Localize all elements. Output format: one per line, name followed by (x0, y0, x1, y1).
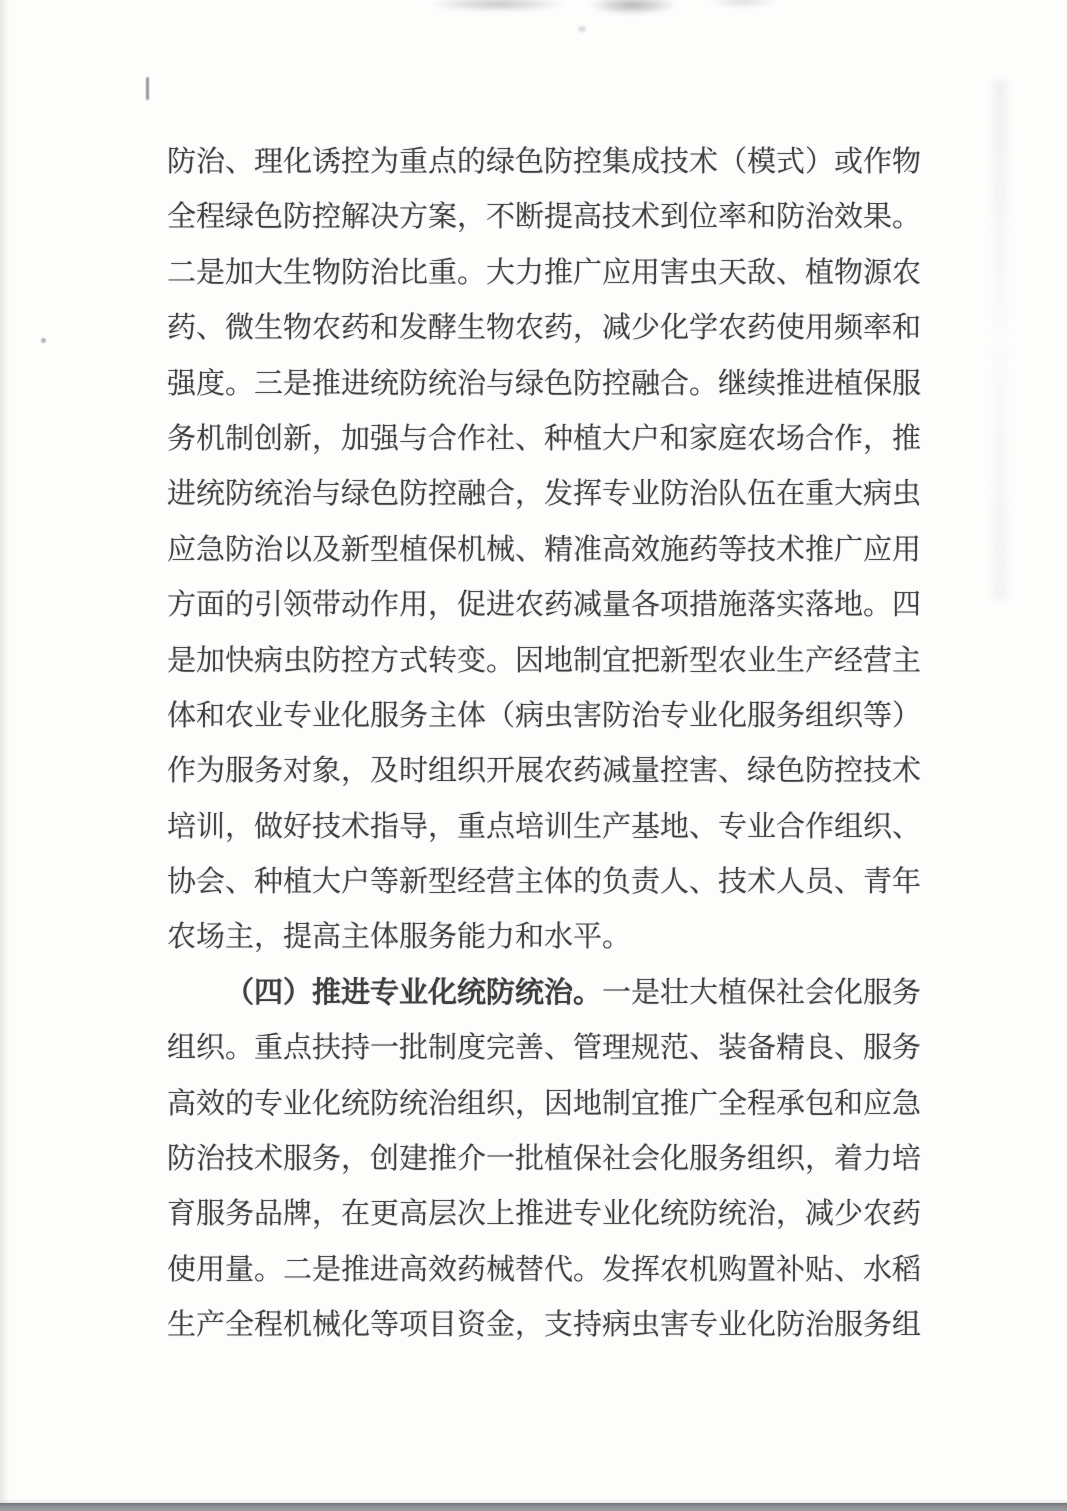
text-line (167, 578, 929, 633)
text-line (167, 1187, 929, 1242)
line-text: 组织。重点扶持一批制度完善、管理规范、装备精良、服务 (167, 1032, 922, 1065)
line-text: 一是壮大植保社会化服务 (602, 976, 922, 1009)
text-line (167, 467, 929, 522)
text-line (167, 190, 929, 245)
text-line (167, 301, 929, 356)
line-text: 防治技术服务，创建推介一批植保社会化服务组织，着力培 (167, 1143, 922, 1176)
text-line (167, 689, 929, 744)
line-text: 全程绿色防控解决方案，不断提高技术到位率和防治效果。 (167, 201, 922, 234)
line-text: 体和农业专业化服务主体（病虫害防治专业化服务组织等） (167, 699, 922, 732)
text-line (167, 1132, 929, 1187)
line-text: 强度。三是推进统防统治与绿色防控融合。继续推进植保服 (167, 367, 922, 400)
scanner-edge-shadow (0, 1503, 1067, 1511)
text-line (167, 1298, 929, 1353)
line-text: 生产全程机械化等项目资金，支持病虫害专业化防治服务组 (167, 1309, 922, 1342)
line-text: 农场主，提高主体服务能力和水平。 (167, 921, 632, 954)
scan-left-edge-shade (0, 0, 10, 1511)
text-line (167, 357, 929, 412)
scan-speck (41, 338, 46, 343)
text-line (167, 1243, 929, 1298)
text-line (167, 1021, 929, 1076)
scan-smudge (588, 0, 678, 15)
line-text: 应急防治以及新型植保机械、精准高效施药等技术推广应用 (167, 533, 922, 566)
line-text: 是加快病虫防控方式转变。因地制宜把新型农业生产经营主 (167, 644, 922, 677)
line-text: 二是加大生物防治比重。大力推广应用害虫天敌、植物源农 (167, 256, 922, 289)
text-line (167, 135, 929, 190)
text-line (167, 412, 929, 467)
text-line (167, 744, 929, 799)
paragraph-heading-bold: （四）推进专业化统防统治。 (225, 976, 603, 1009)
scan-smudge (708, 0, 778, 8)
line-text: 使用量。二是推进高效药械替代。发挥农机购置补贴、水稻 (167, 1253, 922, 1286)
text-line (167, 523, 929, 578)
text-line-paragraph-start (167, 966, 929, 1021)
line-text: 协会、种植大户等新型经营主体的负责人、技术人员、青年 (167, 866, 922, 899)
text-line (167, 800, 929, 855)
scan-right-edge-streak (993, 80, 1007, 600)
line-text: 培训，做好技术指导，重点培训生产基地、专业合作组织、 (167, 810, 922, 843)
line-text: 防治、理化诱控为重点的绿色防控集成技术（模式）或作物 (167, 146, 922, 178)
scan-tick-mark (146, 77, 149, 100)
line-text: 药、微生物农药和发酵生物农药，减少化学农药使用频率和 (167, 312, 922, 345)
text-line (167, 910, 929, 965)
line-text: 高效的专业化统防统治组织，因地制宜推广全程承包和应急 (167, 1087, 922, 1120)
document-body-text (167, 135, 929, 1354)
scan-smudge (428, 0, 568, 12)
scan-speck (578, 26, 586, 32)
line-text: 育服务品牌，在更高层次上推进专业化统防统治，减少农药 (167, 1198, 922, 1231)
text-line (167, 246, 929, 301)
text-line (167, 634, 929, 689)
text-line (167, 1077, 929, 1132)
line-text: 务机制创新，加强与合作社、种植大户和家庭农场合作，推 (167, 422, 922, 455)
line-text: 进统防统治与绿色防控融合，发挥专业防治队伍在重大病虫 (167, 478, 922, 511)
text-line (167, 855, 929, 910)
line-text: 方面的引领带动作用，促进农药减量各项措施落实落地。四 (167, 589, 922, 622)
line-text: 作为服务对象，及时组织开展农药减量控害、绿色防控技术 (167, 755, 922, 788)
